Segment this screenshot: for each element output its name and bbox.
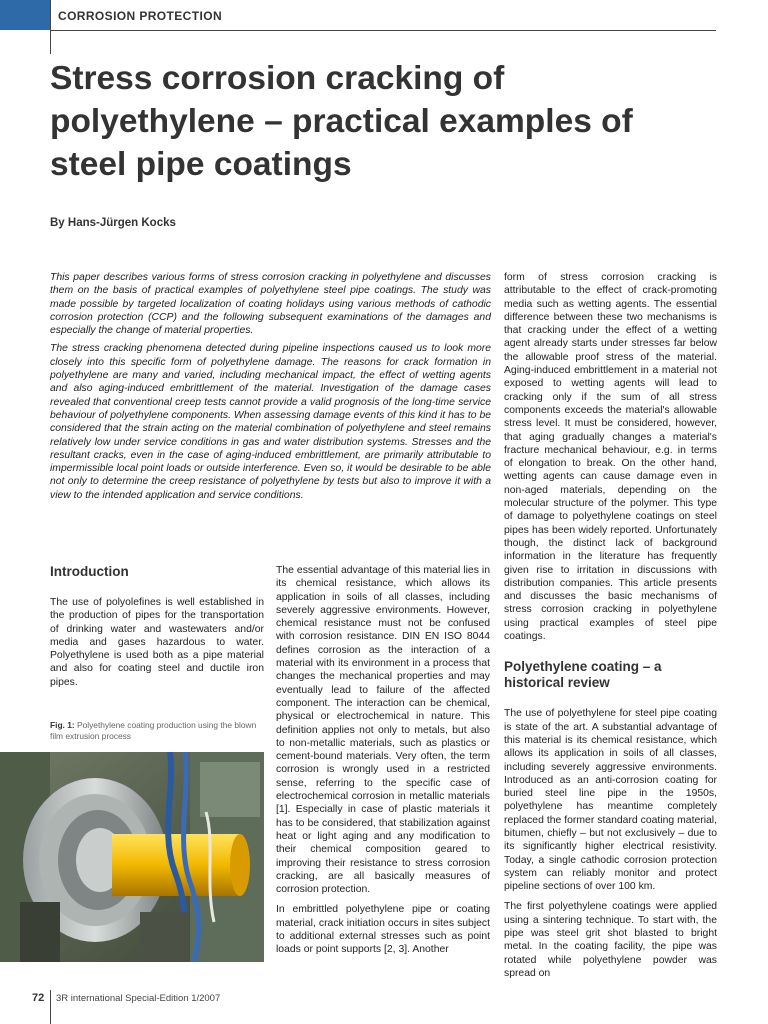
figure-caption [50, 720, 264, 742]
footer-vertical-rule [50, 990, 51, 1024]
article-title: Stress corrosion cracking of polyethylene – practical examples of steel pipe coatings [50, 60, 633, 183]
body-paragraph: In embrittled polyethylene pipe or coating material, crack initiation occurs in sites subject to additional external stresses such as point loads or point supports [2, 3]. Another [276, 904, 490, 956]
middle-column [276, 564, 490, 964]
history-heading: Polyethylene coating – a historical review [504, 659, 662, 691]
figure-caption-text: Polyethylene coating production using the blown film extrusion process [50, 720, 257, 741]
header-vertical-rule [50, 0, 51, 54]
body-paragraph: The first polyethylene coatings were applied using a sintering technique. To start with, the pipe was steel grit shot blasted to bright metal. In the coating facility, the pipe was rotated while polyethylene powder was spread on [504, 901, 717, 979]
section-label: CORROSION PROTECTION [58, 9, 223, 23]
abstract-paragraph: The stress cracking phenomena detected during pipeline inspections caused us to look more closely into this specific form of polyethylene damage. The reasons for crack formation in polyethylene are many and varied, including mechanical impact, the effect of wetting agents and also aging-induced embrittlement of the material. Investigation of the damage cases revealed that conventional creep tests cannot provide a valid prognosis of the long-time service behaviour of polyethylene components. When assessing damage events of this kind it has to be considered that the strain acting on the material combination of polyethylene and steel remains relatively low under service conditions in gas and water distribution systems. Stresses and the resultant cracks, even in the case of aging-induced embrittlement, are primarily attributable to impermissible local point loads or outside interference. Even so, it would be desirable to be able not only to determine the creep resistance of polyethylene by tests but also to improve it with a view to the intended application and service conditions. [50, 343, 491, 501]
abstract-paragraph: This paper describes various forms of stress corrosion cracking in polyethylene and discusses them on the basis of practical examples of polyethylene steel pipe coatings. The study was made possible by targeted localization of coating holidays using various methods of cathodic corrosion protection (CCP) and the following subsequent examinations of the damages and especially the change of material properties. [50, 272, 491, 337]
publication-info: 3R international Special-Edition 1/2007 [56, 993, 221, 1004]
abstract [50, 271, 491, 507]
right-column [504, 271, 717, 987]
section-color-block [0, 0, 50, 30]
page-number: 72 [32, 992, 45, 1004]
byline: By Hans-Jürgen Kocks [50, 217, 176, 229]
intro-paragraph: The use of polyolefines is well established in the production of pipes for the transportation of drinking water and wastewaters and/or media and gases hazardous to water. Polyethylene is used both as a pipe material and also for coating steel and ductile iron pipes. [50, 597, 264, 688]
figure-label: Fig. 1: [50, 720, 75, 730]
introduction-heading: Introduction [50, 564, 129, 579]
extrusion-machine-photo [0, 752, 264, 962]
body-paragraph: form of stress corrosion cracking is attributable to the effect of crack-promoting media such as wetting agents. The essential difference between these two mechanisms is that cracking under the effect of a wetting agent already starts under stresses far below the allowable proof stress of the material. Aging-induced embrittlement in a material not exposed to wetting agents will lead to cracking only if the sum of all stress components exceeds the material's allowable stress level. It must be considered, however, that aging gradually changes a material's fracture mechanical behaviour, e.g. in terms of elongation to break. On the other hand, wetting agents can cause damage even in non-aged materials, depending on the molecular structure of the polymer. This type of damage to polyethylene coatings on steel pipes has been widely reported. Unfortunately though, the distinct lack of background information in the literature has frequently given rise to irritation in discussions with distribution companies. This article presents and discusses the basic mechanisms of stress corrosion cracking in polyethylene using practical examples of steel pipe coatings. [504, 272, 717, 643]
body-paragraph: The essential advantage of this material lies in its chemical resistance, which allows its application in soils of all classes, including severely aggressive environments. However, chemical resistance must not be confused with corrosion resistance. DIN EN ISO 8044 defines corrosion as the interaction of a material with its environment in a process that changes the mechanical properties and may eventually lead to failure of the affected component. The interaction can be chemical, physical or electrochemical in nature. This definition applies not only to metals, but also to non-metallic materials, such as plastics or cement-bound materials. Very often, the term corrosion is wrongly used in a restricted sense, referring to the specific case of electrochemical corrosion in metallic materials [1]. Especially in case of plastic materials it has to be considered, that stabilization against heat or light aging and any modification to their chemical composition geared to improving their resistance to stress corrosion cracking, are all basically measures of corrosion protection. [276, 565, 490, 896]
left-column [50, 564, 264, 696]
header-horizontal-rule [50, 30, 716, 31]
body-paragraph: The use of polyethylene for steel pipe coating is state of the art. A substantial advantage of this material is its chemical resistance, which allows its application in soils of all classes, including severely aggressive environments. Introduced as an anti-corrosion coating for buried steel line pipe in the 1950s, polyethylene has meantime completely replaced the former standard coating material, bitumen, chiefly – but not exclusively – due to its significantly higher electrical resistivity. Today, a single cathodic corrosion protection system can reliably monitor and protect pipeline sections of over 100 km. [504, 708, 717, 893]
